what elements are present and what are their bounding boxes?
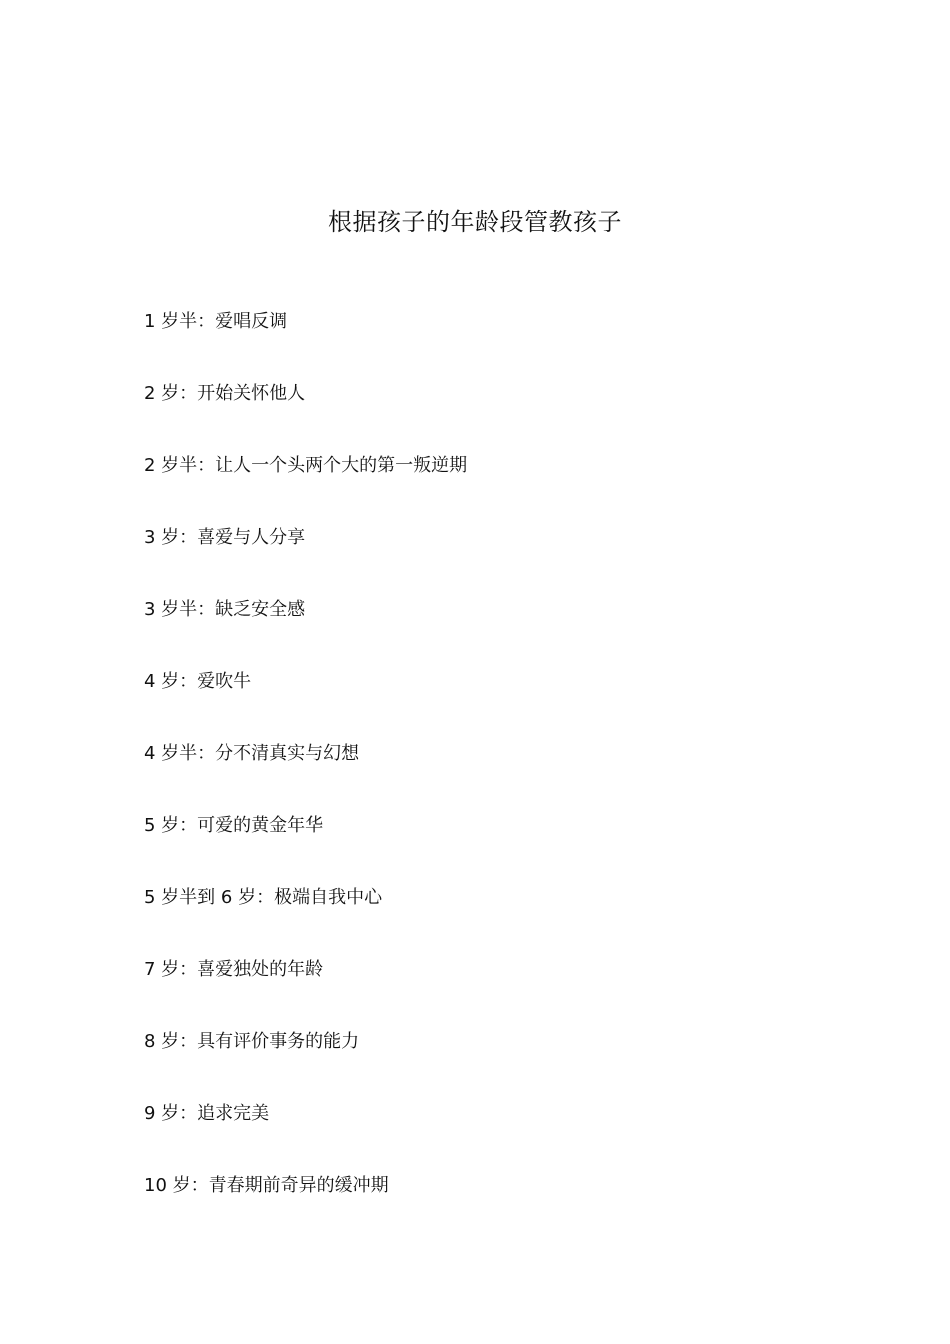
list-item: 3 岁：喜爱与人分享 [144, 527, 306, 548]
list-item: 5 岁：可爱的黄金年华 [144, 815, 324, 836]
list-item: 3 岁半：缺乏安全感 [144, 599, 306, 620]
list-item: 10 岁：青春期前奇异的缓冲期 [144, 1175, 389, 1196]
list-item: 8 岁：具有评价事务的能力 [144, 1031, 360, 1052]
list-item: 9 岁：追求完美 [144, 1103, 270, 1124]
age-stage-list [144, 308, 467, 1244]
list-item: 5 岁半到 6 岁：极端自我中心 [144, 887, 383, 908]
list-item: 4 岁：爱吹牛 [144, 671, 252, 692]
list-item: 2 岁：开始关怀他人 [144, 383, 306, 404]
list-item: 7 岁：喜爱独处的年龄 [144, 959, 324, 980]
list-item: 1 岁半：爱唱反调 [144, 311, 288, 332]
list-item: 2 岁半：让人一个头两个大的第一叛逆期 [144, 455, 468, 476]
list-item: 4 岁半：分不清真实与幻想 [144, 743, 360, 764]
page-title: 根据孩子的年龄段管教孩子 [328, 208, 622, 236]
